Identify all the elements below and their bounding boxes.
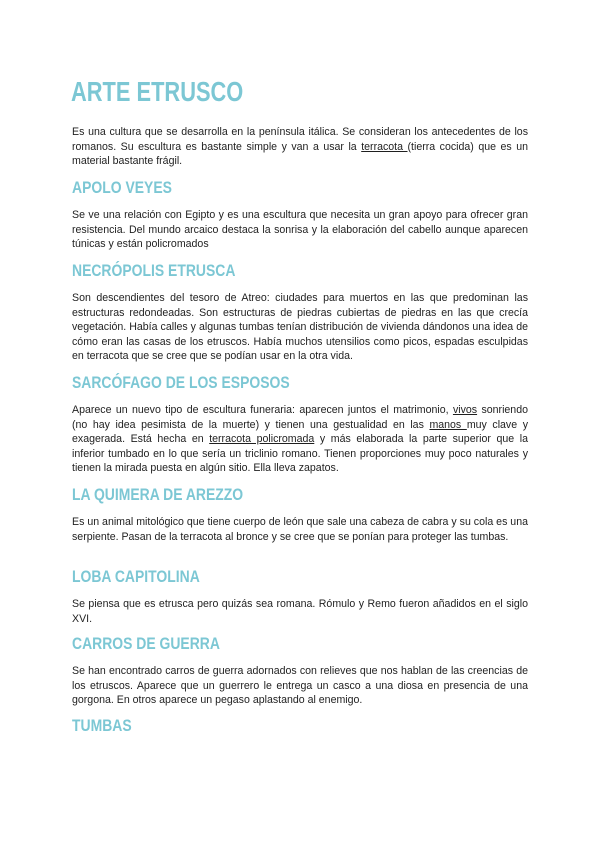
underlined-term: manos xyxy=(429,418,467,431)
paragraph-necropolis-etrusca: Son descendientes del tesoro de Atreo: ciudades para muertos en las que predominan las estructuras redondeadas. Son estructuras de piedras cubiertas de piedras en las que crecía vegetación. Había calles y algunas tumbas tenían distribución de vivienda dándonos una idea de cómo eran las casas de los etruscos. Había muchos utensilios como picos, espadas esculpidas en terracota que se cree que se podían usar en la otra vida. xyxy=(72,292,528,363)
heading-necropolis-etrusca: NECRÓPOLIS ETRUSCA xyxy=(72,261,236,280)
paragraph-loba-capitolina: Se piensa que es etrusca pero quizás sea romana. Rómulo y Remo fueron añadidos en el siglo XVI. xyxy=(72,598,528,625)
heading-sarcofago-esposos: SARCÓFAGO DE LOS ESPOSOS xyxy=(72,373,290,392)
page-title: ARTE ETRUSCO xyxy=(71,76,244,107)
underlined-term: terracota policromada xyxy=(209,433,315,446)
text-run: sonriendo (no hay idea pesimista de la muerte) y tienen una gestualidad en las xyxy=(72,404,528,431)
paragraph-apolo-veyes: Se ve una relación con Egipto y es una escultura que necesita un gran apoyo para ofrecer gran resistencia. Del mundo arcaico destaca la sonrisa y la elaboración del cabello aunque aparecen túnicas y están policromados xyxy=(72,209,528,251)
paragraph-sarcofago-esposos xyxy=(72,403,528,476)
underlined-term: terracota xyxy=(361,140,408,153)
text-run: Aparece un nuevo tipo de escultura funeraria: aparecen juntos el matrimonio, xyxy=(72,404,453,416)
heading-loba-capitolina: LOBA CAPITOLINA xyxy=(72,567,200,586)
heading-quimera-arezzo: LA QUIMERA DE AREZZO xyxy=(72,485,244,504)
text-run: (tierra cocida) que es un material bastante frágil. xyxy=(72,140,528,168)
underlined-term: vivos xyxy=(452,404,478,416)
text-run: muy clave y exagerada. Está hecha en xyxy=(72,418,528,446)
text-run: Es una cultura que se desarrolla en la península itálica. Se consideran los antecedentes de los romanos. Su escultura es bastante simple y van a usar la xyxy=(72,126,528,153)
heading-apolo-veyes: APOLO VEYES xyxy=(72,178,172,197)
text-run: y más elaborada la parte superior que la inferior tumbado en lo que sería un triclinio romano. Tienen proporciones muy poco naturales y tienen la mirada puesta en algún sitio. Ella lleva zapatos. xyxy=(72,433,528,475)
intro-paragraph xyxy=(72,125,528,169)
heading-carros-guerra: CARROS DE GUERRA xyxy=(72,634,220,653)
paragraph-quimera-arezzo: Es un animal mitológico que tiene cuerpo de león que sale una cabeza de cabra y su cola es una serpiente. Pasan de la terracota al bronce y se cree que se ponían para proteger las tumbas. xyxy=(72,516,528,543)
paragraph-carros-guerra: Se han encontrado carros de guerra adornados con relieves que nos hablan de las creencias de los etruscos. Aparece que un guerrero le entrega un casco a una diosa en presencia de una gorgona. En otros aparece un pegaso aplastando al enemigo. xyxy=(72,665,528,707)
heading-tumbas: TUMBAS xyxy=(72,716,132,735)
